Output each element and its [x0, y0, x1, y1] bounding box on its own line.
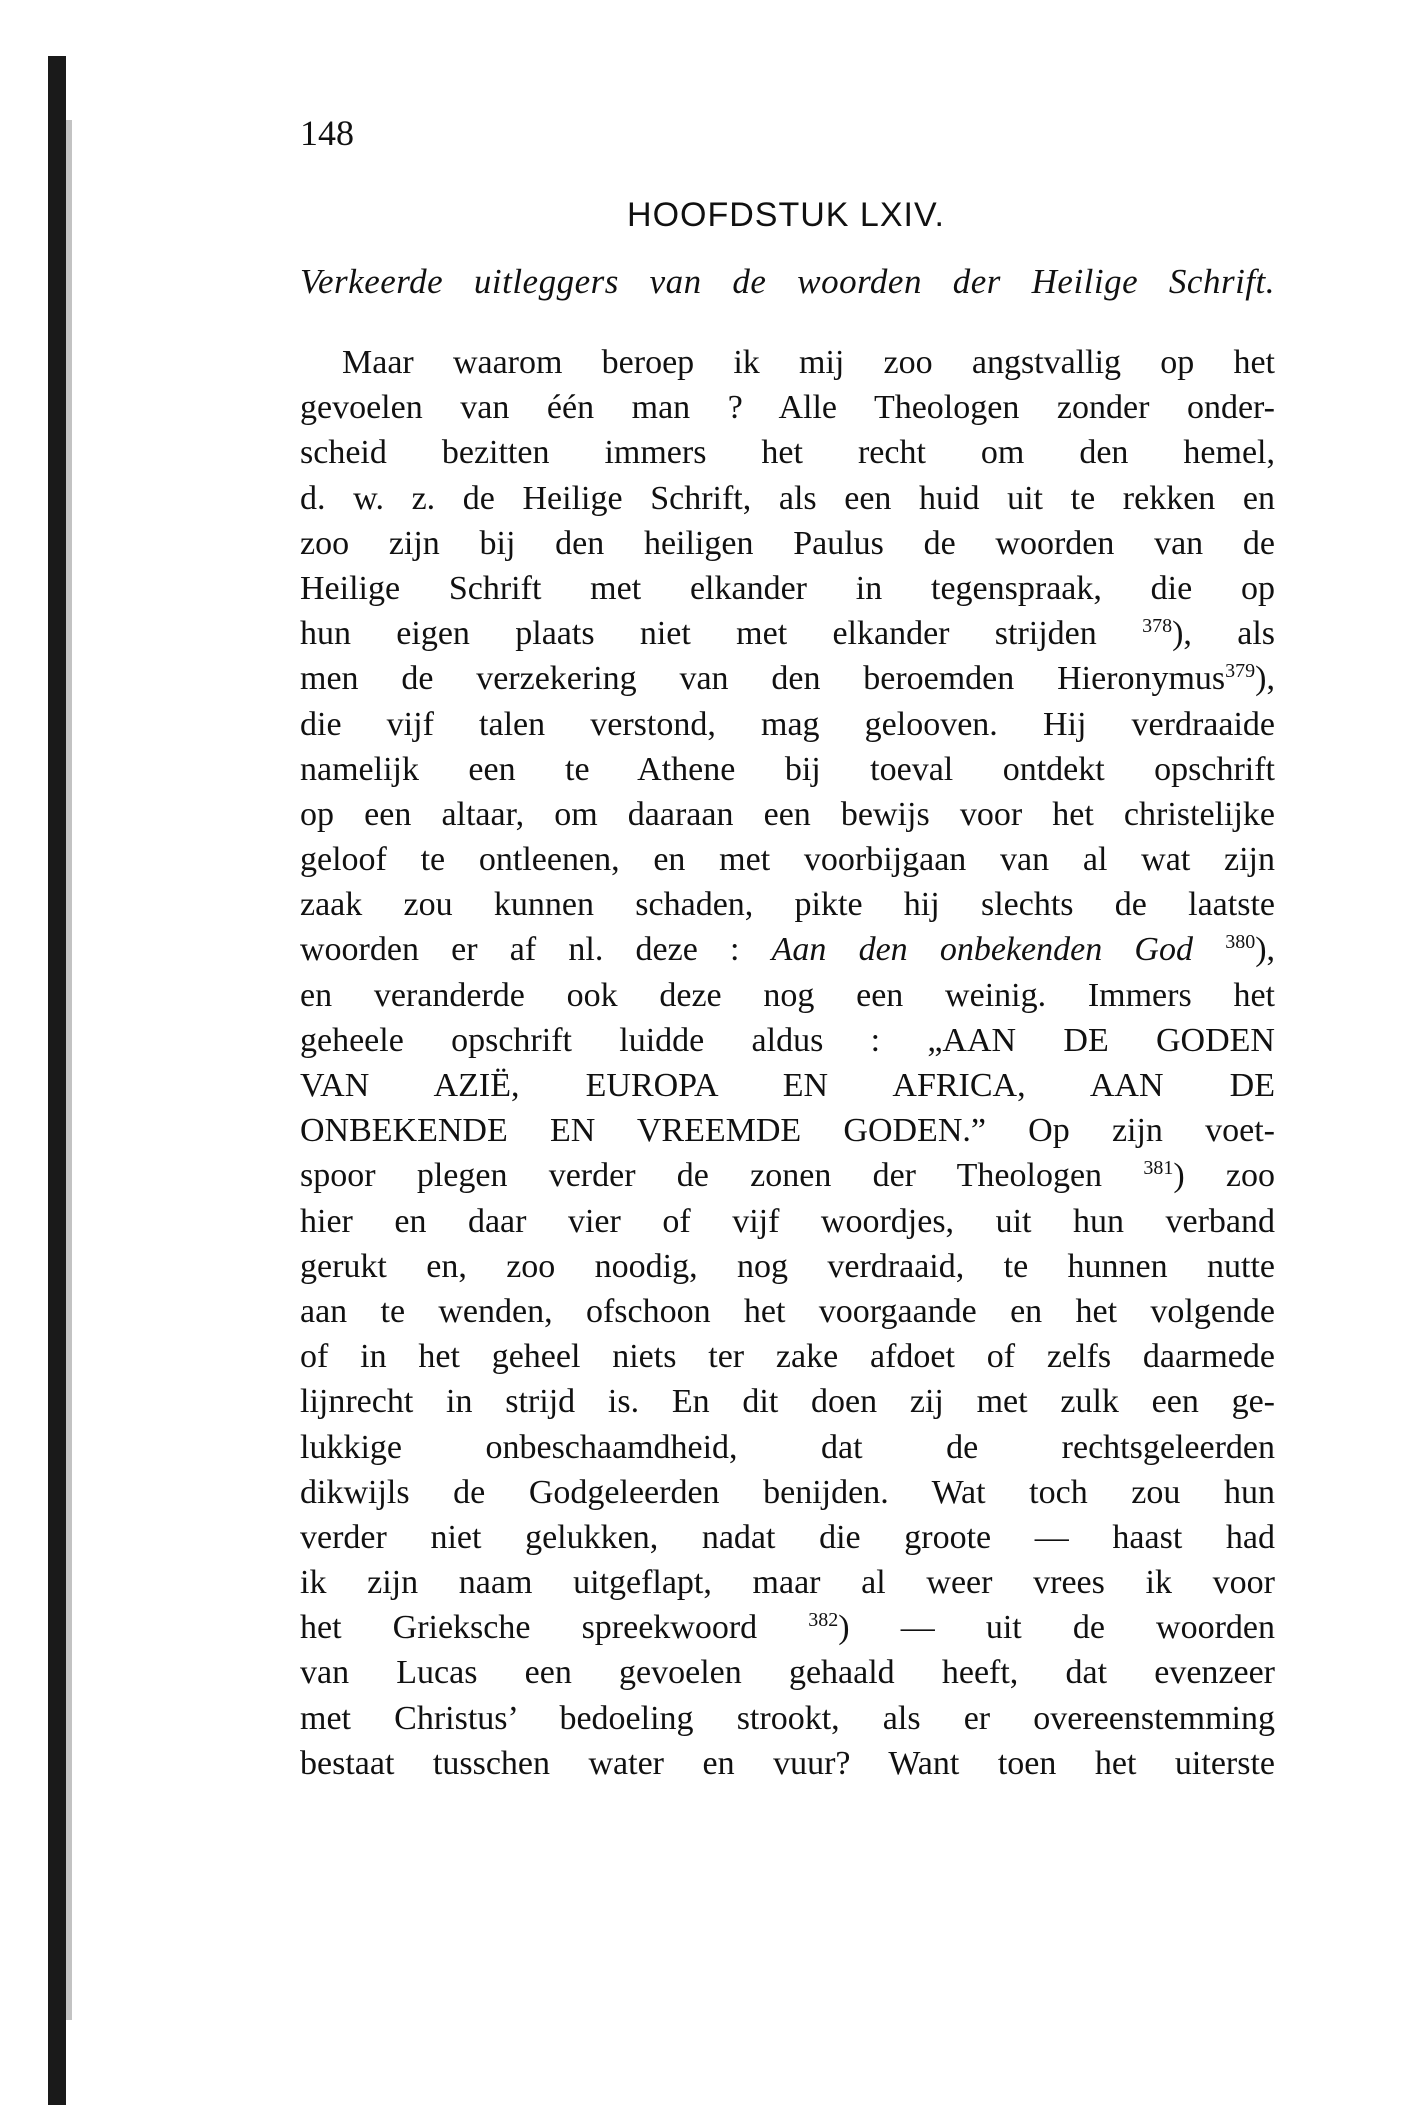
text-segment: of in het geheel niets ter zake afdoet of zelfs daarmede: [300, 1338, 1275, 1376]
text-segment: VAN AZIË, EUROPA EN AFRICA, AAN DE: [300, 1067, 1275, 1104]
text-segment: aan te wenden, ofschoon het voorgaande en het volgende: [300, 1292, 1275, 1330]
text-segment: lukkige onbeschaamdheid, dat de rechtsgeleerden: [300, 1428, 1275, 1466]
text-line: [300, 1334, 1275, 1379]
text-line: [300, 1650, 1275, 1695]
text-segment: Heilige Schrift met elkander in tegenspraak, die op: [300, 569, 1275, 607]
text-line: [300, 1515, 1275, 1560]
text-line: [300, 1425, 1275, 1470]
footnote-reference: 381: [1143, 1157, 1174, 1180]
text-segment: lijnrecht in strijd is. En dit doen zij met zulk een ge-: [300, 1383, 1275, 1421]
text-segment: verder niet gelukken, nadat die groote — haast had: [300, 1518, 1275, 1556]
text-segment: ik zijn naam uitgeflapt, maar al weer vrees ik voor: [300, 1564, 1275, 1602]
text-segment: Maar waarom beroep ik mij zoo angstvallig op het: [342, 344, 1275, 381]
text-line: [300, 1696, 1275, 1741]
text-line: [300, 1063, 1275, 1108]
text-line: [300, 927, 1275, 972]
text-line: [300, 566, 1275, 611]
text-segment: het Grieksche spreekwoord: [300, 1609, 809, 1647]
text-segment: geheele opschrift luidde aldus : „AAN DE GODEN: [300, 1021, 1275, 1059]
italic-quote: Aan den onbekenden God: [771, 931, 1193, 969]
text-segment: van Lucas een gevoelen gehaald heeft, dat evenzeer: [300, 1654, 1275, 1692]
text-segment: d. w. z. de Heilige Schrift, als een huid uit te rekken en: [300, 479, 1275, 517]
body-text: [300, 340, 1275, 1786]
chapter-heading: HOOFDSTUK LXIV.: [627, 196, 945, 234]
text-line: [300, 611, 1275, 656]
text-segment: gerukt en, zoo noodig, nog verdraaid, te hunnen nutte: [300, 1247, 1275, 1285]
text-line: [300, 521, 1275, 566]
text-line: [300, 792, 1275, 837]
text-line: [300, 1199, 1275, 1244]
text-line: [300, 340, 1275, 385]
text-line: [300, 1244, 1275, 1289]
text-line: [300, 1470, 1275, 1515]
footnote-reference: 379: [1225, 660, 1256, 683]
text-line: [300, 1560, 1275, 1605]
text-line: [300, 476, 1275, 521]
text-segment: ) — uit de woorden: [838, 1609, 1275, 1647]
text-segment: ),: [1255, 660, 1275, 698]
text-segment: zoo zijn bij den heiligen Paulus de woorden van de: [300, 524, 1275, 562]
text-segment: namelijk een te Athene bij toeval ontdekt opschrift: [300, 750, 1275, 788]
text-segment: hier en daar vier of vijf woordjes, uit hun verband: [300, 1202, 1275, 1240]
text-line: [300, 430, 1275, 475]
text-segment: ) zoo: [1173, 1157, 1275, 1195]
text-segment: die vijf talen verstond, mag gelooven. Hij verdraaide: [300, 705, 1275, 743]
text-segment: spoor plegen verder de zonen der Theologen: [300, 1157, 1144, 1195]
text-line: [300, 1289, 1275, 1334]
text-segment: gevoelen van één man ? Alle Theologen zonder onder-: [300, 389, 1275, 427]
text-line: [300, 1741, 1275, 1786]
text-line: [300, 1018, 1275, 1063]
text-segment: geloof te ontleenen, en met voorbijgaan van al wat zijn: [300, 841, 1275, 879]
text-segment: ONBEKENDE EN VREEMDE GODEN.” Op zijn voet-: [300, 1112, 1275, 1150]
text-segment: scheid bezitten immers het recht om den hemel,: [300, 434, 1275, 472]
text-segment: ), als: [1172, 615, 1275, 653]
text-segment: bestaat tusschen water en vuur? Want toen het uiterste: [300, 1744, 1275, 1782]
text-segment: en veranderde ook deze nog een weinig. Immers het: [300, 976, 1275, 1014]
chapter-subtitle: Verkeerde uitleggers van de woorden der Heilige Schrift.: [300, 262, 1275, 301]
text-segment: [1193, 931, 1225, 968]
page-number: 148: [300, 113, 354, 153]
text-line: [300, 882, 1275, 927]
text-line: [300, 385, 1275, 430]
scan-binding-edge: [48, 56, 66, 2105]
text-line: [300, 1108, 1275, 1153]
text-segment: met Christus’ bedoeling strookt, als er overeenstemming: [300, 1699, 1275, 1737]
text-line: [300, 973, 1275, 1018]
scan-binding-shadow: [66, 120, 72, 2020]
text-segment: zaak zou kunnen schaden, pikte hij slechts de laatste: [300, 886, 1275, 924]
text-line: [300, 656, 1275, 701]
text-line: [300, 1605, 1275, 1650]
text-segment: op een altaar, om daaraan een bewijs voor het christelijke: [300, 795, 1275, 833]
text-segment: dikwijls de Godgeleerden benijden. Wat toch zou hun: [300, 1473, 1275, 1511]
text-line: [300, 1153, 1275, 1198]
text-line: [300, 747, 1275, 792]
text-line: [300, 702, 1275, 747]
text-line: [300, 837, 1275, 882]
text-segment: ),: [1255, 931, 1276, 969]
footnote-reference: 380: [1225, 931, 1256, 954]
text-segment: hun eigen plaats niet met elkander strijden: [300, 615, 1143, 653]
text-line: [300, 1379, 1275, 1424]
footnote-reference: 378: [1142, 615, 1173, 638]
text-segment: men de verzekering van den beroemden Hieronymus: [300, 660, 1226, 698]
text-segment: woorden er af nl. deze :: [300, 931, 772, 969]
footnote-reference: 382: [808, 1609, 839, 1632]
